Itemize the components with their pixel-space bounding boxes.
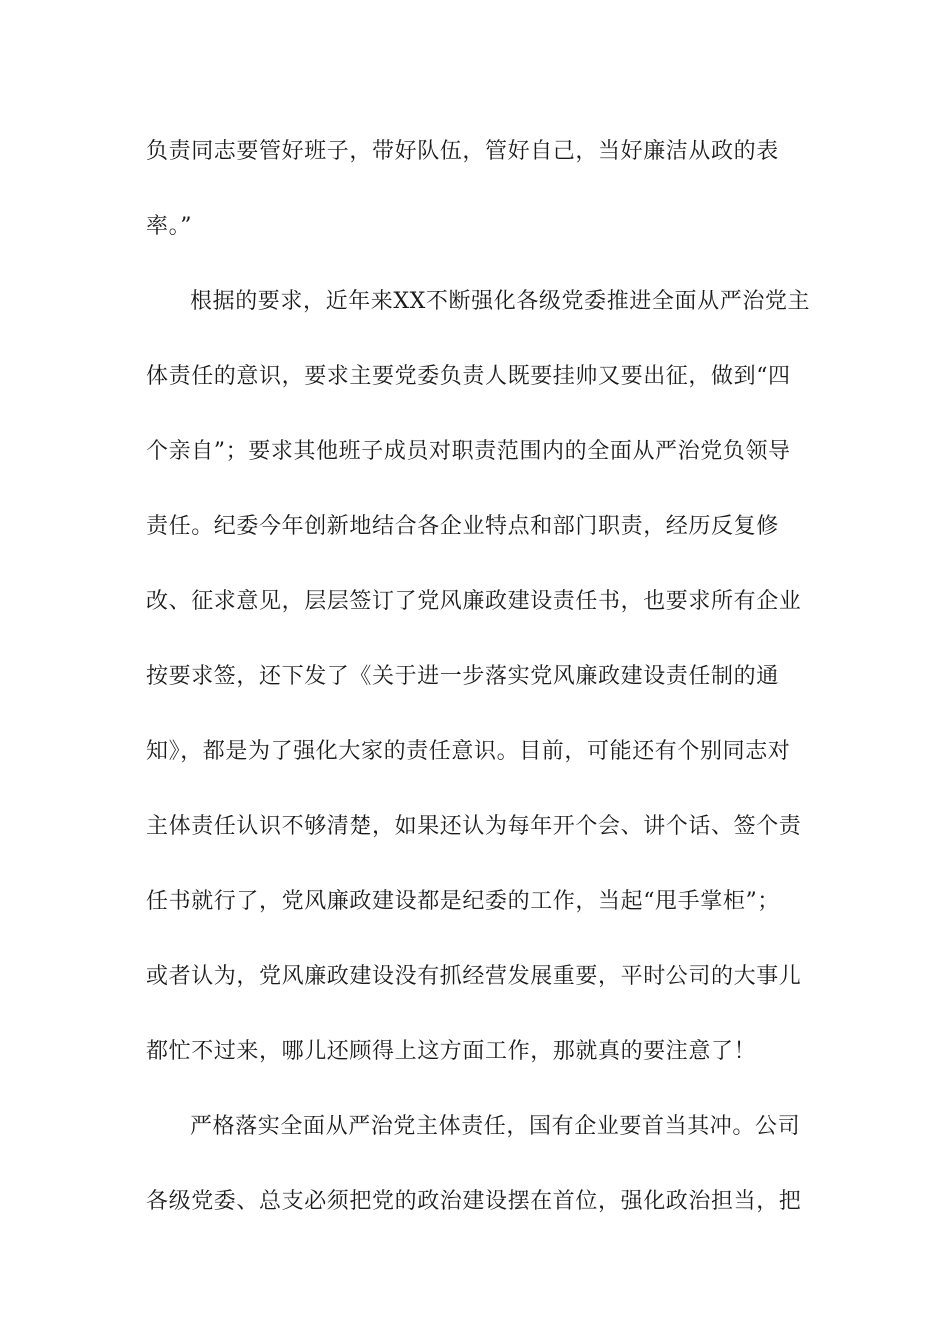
paragraph-line: 改、征求意见，层层签订了党风廉政建设责任书，也要求所有企业 <box>146 589 802 614</box>
paragraph-line: 主体责任认识不够清楚，如果还认为每年开个会、讲个话、签个责 <box>146 814 802 839</box>
paragraph-line: 各级党委、总支必须把党的政治建设摆在首位，强化政治担当，把 <box>146 1189 802 1214</box>
paragraph-line: 知》，都是为了强化大家的责任意识。目前，可能还有个别同志对 <box>146 739 791 764</box>
paragraph-line: 严格落实全面从严治党主体责任，国有企业要首当其冲。公司 <box>190 1114 801 1139</box>
paragraph-line: 责任。纪委今年创新地结合各企业特点和部门职责，经历反复修 <box>146 514 779 539</box>
paragraph-line: 根据的要求，近年来XX不断强化各级党委推进全面从严治党主 <box>190 289 811 314</box>
paragraph-line: 个亲自”；要求其他班子成员对职责范围内的全面从严治党负领导 <box>146 439 791 464</box>
paragraph-line: 率。” <box>146 214 193 239</box>
paragraph-line: 体责任的意识，要求主要党委负责人既要挂帅又要出征，做到“四 <box>146 364 791 389</box>
paragraph-line: 负责同志要管好班子，带好队伍，管好自己，当好廉洁从政的表 <box>146 139 779 164</box>
paragraph-line: 按要求签，还下发了《关于进一步落实党风廉政建设责任制的通 <box>146 664 779 689</box>
paragraph-line: 任书就行了，党风廉政建设都是纪委的工作，当起“甩手掌柜”； <box>146 889 780 914</box>
paragraph-line: 都忙不过来，哪儿还顾得上这方面工作，那就真的要注意了！ <box>146 1039 757 1064</box>
paragraph-line: 或者认为，党风廉政建设没有抓经营发展重要，平时公司的大事儿 <box>146 964 802 989</box>
